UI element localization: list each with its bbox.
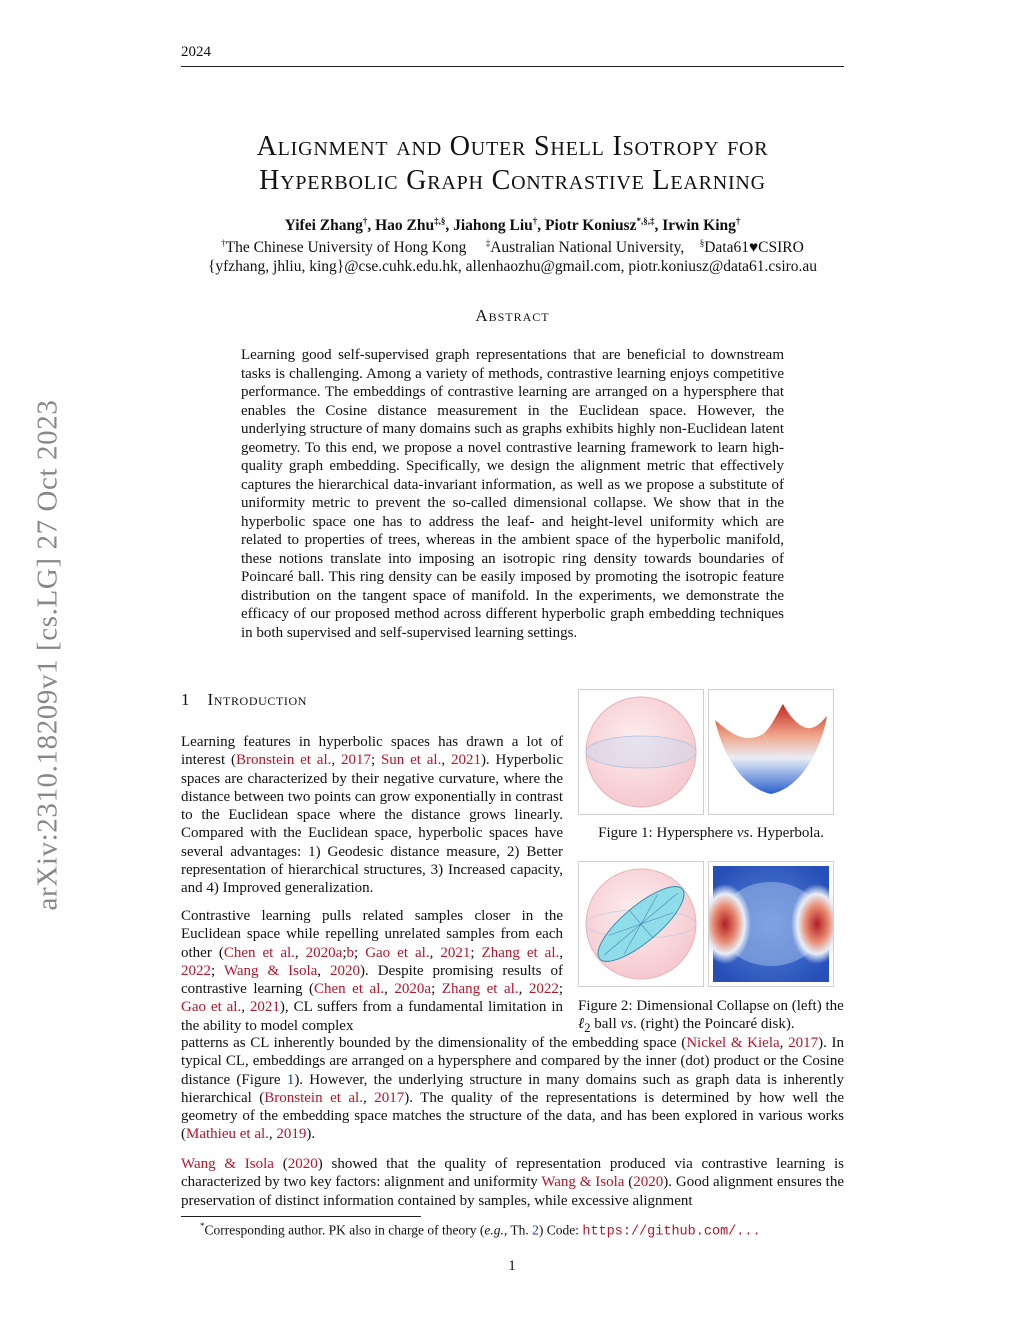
figure-2-caption bbox=[578, 997, 846, 1038]
caption-text: Figure 1: Hypersphere bbox=[598, 825, 737, 841]
affiliation-mark: † bbox=[221, 238, 226, 248]
author-mark: † bbox=[532, 216, 538, 226]
caption-text: ball bbox=[590, 1016, 621, 1033]
text-run: , bbox=[268, 1126, 277, 1143]
author-mark: † bbox=[735, 216, 741, 226]
caption-math-subscript: 2 bbox=[584, 1021, 591, 1036]
text-run: ) showed that the quality of representation produced via contrastive learning is characterized by two key factors: alignment and uniformity bbox=[181, 1156, 844, 1191]
poincare-disk-heatmap bbox=[709, 862, 833, 986]
text-run: , bbox=[518, 981, 529, 998]
footnote-rule bbox=[181, 1216, 421, 1217]
citation-link[interactable]: Bronstein et al. bbox=[235, 752, 332, 769]
citation-link[interactable]: Chen et al. bbox=[314, 981, 385, 998]
citation-link[interactable]: 2021 bbox=[249, 999, 280, 1016]
hypersphere-graphic bbox=[579, 690, 703, 814]
author-name: Hao Zhu bbox=[375, 217, 435, 235]
hyperbola-graphic bbox=[709, 690, 833, 814]
figure-1-hyperbola bbox=[708, 689, 834, 815]
affiliation: Data61♥CSIRO bbox=[704, 239, 804, 257]
affiliation-mark: ‡ bbox=[485, 238, 491, 248]
author-list: Yifei Zhang†, Hao Zhu‡,§, Jiahong Liu†, Piotr Koniusz*,§,‡, Irwin King† bbox=[284, 216, 741, 235]
text-run: ; bbox=[370, 752, 381, 769]
citation-link[interactable]: 2021 bbox=[440, 944, 471, 961]
text-run: , bbox=[559, 944, 564, 961]
text-run: , bbox=[241, 999, 250, 1016]
header-rule bbox=[181, 66, 844, 67]
citation-link[interactable]: Wang & Isola bbox=[223, 962, 318, 979]
arxiv-side-text: arXiv:2310.18209v1 [cs.LG] 27 Oct 2023 bbox=[31, 399, 64, 911]
text-run: ). However, the underlying structure in many domains such as graph data is inherently hierarchical ( bbox=[181, 1071, 844, 1106]
abstract-heading: Abstract bbox=[475, 306, 550, 325]
author-name: Piotr Koniusz bbox=[545, 217, 637, 235]
figure-2-poincare-disk bbox=[708, 861, 834, 987]
section-number: 1 bbox=[181, 690, 190, 709]
text-run: , bbox=[384, 981, 395, 998]
footnote-text: e.g. bbox=[484, 1222, 504, 1238]
text-run: patterns as CL inherently bounded by the dimensionality of the embedding space ( bbox=[181, 1035, 687, 1051]
text-run: , bbox=[294, 944, 306, 961]
citation-link[interactable]: 2020 bbox=[330, 962, 361, 979]
text-run: ; bbox=[470, 944, 482, 961]
abstract-body: Learning good self-supervised graph representations that are beneficial to downstream tasks is challenging. Among a variety of methods, contrastive learning enjoys competitive performance. The embeddings of contrastive learning are arranged on a hypersphere that enables the Cosine distance measurement in the Euclidean space. However, the underlying structure of many domains such as graphs exhibits highly non-Euclidean latent geometry. To this end, we propose a novel contrastive learning framework to learn high-quality graph embedding. Specifically, we design the alignment metric that effectively captures the hierarchical data-invariant information, as well as we propose a substitute of uniformity metric to prevent the so-called dimensional collapse. We show that in the hyperbolic space one has to address the leaf- and height-level uniformity which are related to properties of trees, whereas in the ambient space of the hyperbolic manifold, these notions translate into imposing an isotropic ring density towards boundaries of Poincaré ball. This ring density can be easily imposed by promoting the isotropic feature distribution on the tangent space of manifold. In the experiments, we demonstrate the efficacy of our proposed method across different hyperbolic graph embedding techniques in both supervised and self-supervised learning settings. bbox=[241, 347, 784, 641]
citation-link[interactable]: Bronstein et al. bbox=[264, 1089, 363, 1106]
footnote-text: , Th. bbox=[503, 1222, 533, 1238]
running-header-year: 2024 bbox=[181, 44, 211, 60]
text-run: ; bbox=[558, 981, 564, 998]
caption-text: vs bbox=[736, 825, 750, 841]
text-run: ( bbox=[273, 1156, 288, 1172]
caption-text: . (right) the Poincaré disk). bbox=[633, 1016, 795, 1033]
citation-link[interactable]: Wang & Isola bbox=[181, 1156, 274, 1172]
caption-text: . Hyperbola. bbox=[749, 825, 824, 841]
text-run: , bbox=[331, 752, 341, 769]
theorem-reference-link[interactable]: 2 bbox=[532, 1222, 539, 1238]
caption-text: Figure 2: Dimensional Collapse on (left) the bbox=[578, 998, 844, 1014]
text-run: ). The quality of the representations is determined by how well the geometry of the embedding space matches the structure of the data, and has been explored in various works ( bbox=[181, 1089, 845, 1143]
citation-link[interactable]: 2020 bbox=[287, 1156, 318, 1172]
citation-link[interactable]: Mathieu et al. bbox=[186, 1126, 269, 1143]
author-mark: ‡,§ bbox=[434, 216, 446, 226]
citation-link[interactable]: Gao et al. bbox=[365, 944, 430, 961]
citation-link[interactable]: Zhang et al. bbox=[441, 981, 519, 998]
affiliations bbox=[130, 238, 895, 257]
text-run: ; bbox=[431, 981, 442, 998]
citation-link[interactable]: 2022 bbox=[181, 962, 211, 979]
figure-1-caption bbox=[578, 825, 844, 842]
author-emails: {yfzhang, jhliu, king}@cse.cuhk.edu.hk, allenhaozhu@gmail.com, piotr.koniusz@data61.csiro.au bbox=[207, 258, 818, 275]
l2-ball-collapse-graphic bbox=[579, 862, 703, 986]
text-run: , bbox=[362, 1089, 375, 1106]
citation-link[interactable]: 2017 bbox=[340, 752, 371, 769]
text-run: , bbox=[429, 944, 441, 961]
footnote bbox=[200, 1221, 761, 1240]
footnote-text: ) Code: bbox=[538, 1222, 583, 1238]
intro-paragraph-4 bbox=[181, 1155, 844, 1210]
author-mark: *,§,‡ bbox=[636, 216, 655, 226]
citation-link[interactable]: 2019 bbox=[276, 1126, 307, 1143]
text-run: ). bbox=[306, 1126, 316, 1143]
figure-reference-link[interactable]: 1 bbox=[286, 1071, 295, 1088]
citation-link[interactable]: Chen et al. bbox=[223, 944, 295, 961]
text-run: ). Despite promising results of contrastive learning ( bbox=[181, 962, 563, 998]
footnote-mark: * bbox=[200, 1221, 205, 1231]
author-name: Jiahong Liu bbox=[453, 217, 533, 235]
code-url-link[interactable]: https://github.com/... bbox=[582, 1224, 761, 1240]
text-run: , bbox=[441, 752, 451, 769]
intro-paragraph-2 bbox=[181, 907, 563, 1035]
arxiv-side-label bbox=[20, 360, 80, 950]
text-run: ). In typical CL, embeddings are arranged on a hypersphere and compared by the inner (dot) product or the Cosine distance (Figure bbox=[181, 1035, 844, 1088]
citation-link[interactable]: Nickel & Kiela bbox=[686, 1035, 780, 1051]
citation-link[interactable]: 2021 bbox=[450, 752, 481, 769]
footnote-text: Corresponding author. PK also in charge of theory ( bbox=[204, 1222, 485, 1238]
affiliation: The Chinese University of Hong Kong bbox=[225, 239, 467, 257]
citation-link[interactable]: 2017 bbox=[374, 1089, 405, 1106]
affiliation-mark: § bbox=[699, 238, 705, 248]
author-mark: † bbox=[362, 216, 368, 226]
text-run: Learning features in hyperbolic spaces has drawn a lot of interest ( bbox=[181, 734, 563, 769]
citation-link[interactable]: Wang & Isola bbox=[541, 1174, 625, 1191]
author-name: Yifei Zhang bbox=[284, 217, 363, 235]
author-name: Irwin King bbox=[662, 217, 736, 235]
citation-link[interactable]: Gao et al. bbox=[181, 999, 242, 1016]
figure-1-hypersphere bbox=[578, 689, 704, 815]
paper-title-line-2: Hyperbolic Graph Contrastive Learning bbox=[259, 165, 766, 196]
text-run: ( bbox=[624, 1174, 634, 1191]
section-heading-introduction bbox=[181, 690, 307, 710]
text-run: ; bbox=[342, 944, 347, 961]
text-run: ; bbox=[211, 962, 224, 979]
text-run: ). Good alignment ensures the preservation of distinct information contained by samples, while excessive alignment bbox=[181, 1174, 845, 1209]
citation-link[interactable]: 2020a bbox=[394, 981, 432, 998]
citation-link[interactable]: Sun et al. bbox=[380, 752, 442, 769]
text-run: , bbox=[317, 962, 331, 979]
citation-link[interactable]: b bbox=[346, 944, 355, 961]
section-title: Introduction bbox=[207, 690, 308, 709]
text-run: ). Hyperbolic spaces are characterized by their negative curvature, where the distance between two points can grow exponentially in contrast to the Euclidean space where the distance grows linearly. Compared with the Euclidean space, hyperbolic spaces have several advantages: 1) Geodesic distance measure, 2) Better representation of hierarchical structures, 3) Increased capacity, and 4) Improved generalization. bbox=[181, 752, 563, 897]
intro-paragraph-3 bbox=[181, 1034, 844, 1144]
text-run: Contrastive learning pulls related samples closer in the Euclidean space while repelling unrelated samples from each other ( bbox=[181, 908, 563, 961]
caption-text: vs bbox=[620, 1016, 633, 1033]
citation-link[interactable]: 2022 bbox=[528, 981, 559, 998]
page-number: 1 bbox=[508, 1258, 516, 1274]
caption-math: ℓ bbox=[578, 1016, 585, 1033]
text-run: ; bbox=[354, 944, 366, 961]
text-run: , bbox=[779, 1035, 789, 1051]
affiliation: Australian National University, bbox=[490, 239, 685, 257]
text-run: ), CL suffers from a fundamental limitation in the ability to model complex bbox=[181, 999, 564, 1034]
citation-link[interactable]: 2020 bbox=[633, 1174, 664, 1191]
intro-paragraph-1 bbox=[181, 733, 563, 898]
figure-2-l2-ball bbox=[578, 861, 704, 987]
citation-link[interactable]: 2020a bbox=[305, 944, 343, 961]
citation-link[interactable]: 2017 bbox=[788, 1035, 819, 1051]
citation-link[interactable]: Zhang et al. bbox=[481, 944, 560, 961]
paper-title-line-1: Alignment and Outer Shell Isotropy for bbox=[256, 131, 769, 162]
